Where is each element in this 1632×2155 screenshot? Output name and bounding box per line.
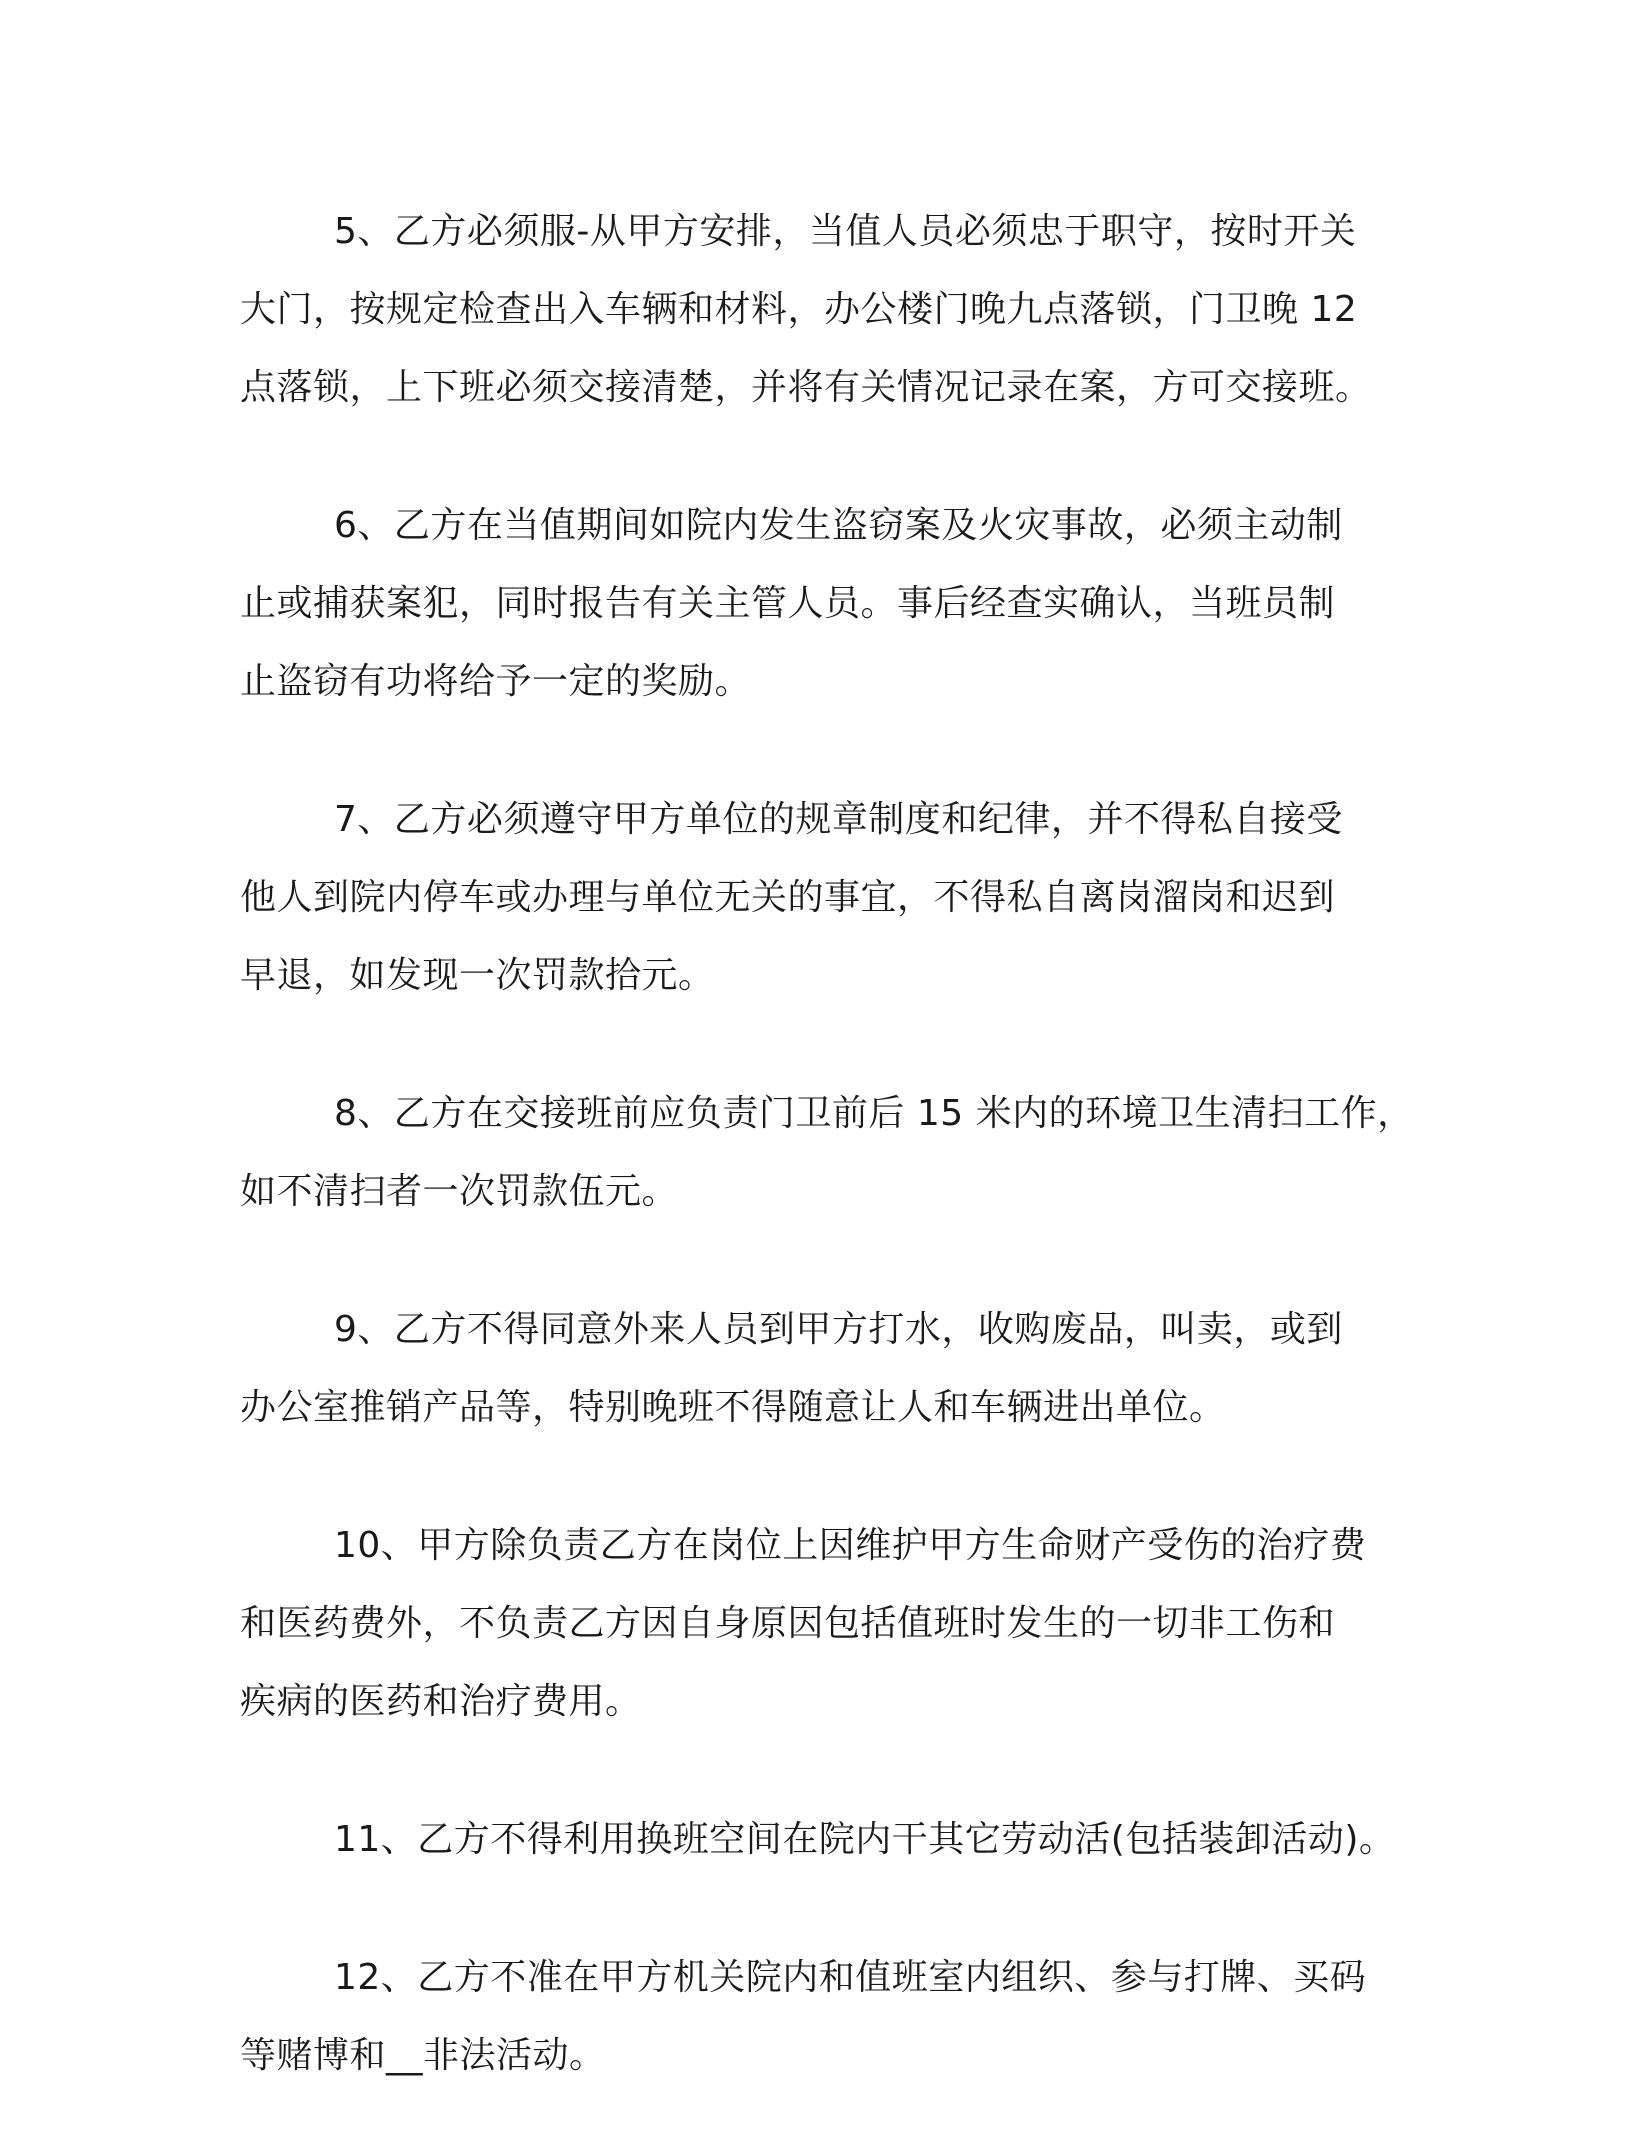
paragraph-10 — [240, 1507, 1410, 1741]
paragraph-line: 如不清扫者一次罚款伍元。 — [240, 1171, 679, 1212]
paragraph-line: 10、甲方除负责乙方在岗位上因维护甲方生命财产受伤的治疗费 — [334, 1525, 1367, 1566]
paragraph-line: 办公室推销产品等，特别晚班不得随意让人和车辆进出单位。 — [240, 1387, 1226, 1428]
paragraph-7 — [240, 781, 1410, 1015]
document-body — [240, 193, 1414, 2155]
paragraph-line: 8、乙方在交接班前应负责门卫前后 15 米内的环境卫生清扫工作， — [334, 1093, 1414, 1134]
paragraph-line: 12、乙方不准在甲方机关院内和值班室内组织、参与打牌、买码 — [334, 1957, 1367, 1998]
paragraph-line: 他人到院内停车或办理与单位无关的事宜，不得私自离岗溜岗和迟到 — [240, 877, 1336, 918]
paragraph-line: 止盗窃有功将给予一定的奖励。 — [240, 661, 752, 702]
paragraph-8 — [240, 1075, 1414, 1231]
paragraph-line: 和医药费外，不负责乙方因自身原因包括值班时发生的一切非工伤和 — [240, 1603, 1336, 1644]
paragraph-line: 5、乙方必须服-从甲方安排，当值人员必须忠于职守，按时开关 — [334, 211, 1357, 252]
paragraph-6 — [240, 487, 1410, 721]
paragraph-12 — [240, 1939, 1410, 2095]
paragraph-line: 等赌博和__非法活动。 — [240, 2035, 606, 2076]
paragraph-11 — [240, 1801, 1410, 1879]
paragraph-line: 大门，按规定检查出入车辆和材料，办公楼门晚九点落锁，门卫晚 12 — [240, 289, 1358, 330]
paragraph-line: 11、乙方不得利用换班空间在院内干其它劳动活(包括装卸活动)。 — [334, 1819, 1396, 1860]
paragraph-line: 6、乙方在当值期间如院内发生盗窃案及火灾事故，必须主动制 — [334, 505, 1343, 546]
paragraph-9 — [240, 1291, 1410, 1447]
paragraph-line: 止或捕获案犯，同时报告有关主管人员。事后经查实确认，当班员制 — [240, 583, 1336, 624]
paragraph-line: 7、乙方必须遵守甲方单位的规章制度和纪律，并不得私自接受 — [334, 799, 1343, 840]
paragraph-5 — [240, 193, 1410, 427]
paragraph-line: 点落锁，上下班必须交接清楚，并将有关情况记录在案，方可交接班。 — [240, 367, 1372, 408]
paragraph-line: 早退，如发现一次罚款拾元。 — [240, 955, 715, 996]
paragraph-line: 9、乙方不得同意外来人员到甲方打水，收购废品，叫卖，或到 — [334, 1309, 1343, 1350]
paragraph-line: 疾病的医药和治疗费用。 — [240, 1681, 642, 1722]
